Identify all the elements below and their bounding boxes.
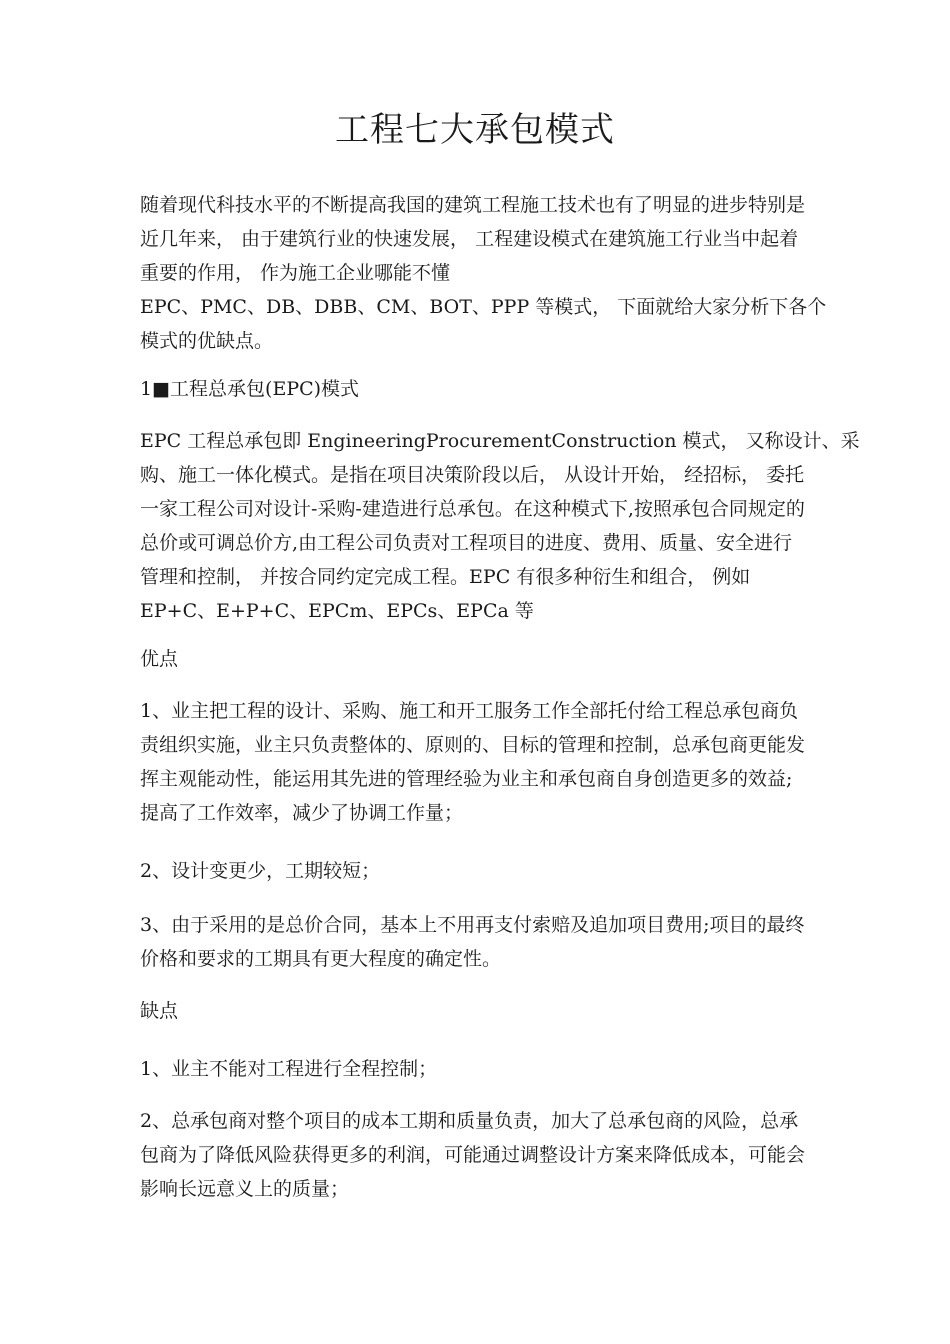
- pros-item-1-line: 挥主观能动性，能运用其先进的管理经验为业主和承包商自身创造更多的效益;: [140, 768, 793, 790]
- cons-item-1-line: 1、业主不能对工程进行全程控制；: [140, 1058, 438, 1080]
- pros-item-2: [140, 854, 816, 888]
- intro-line: 随着现代科技水平的不断提高我国的建筑工程施工技术也有了明显的进步特别是: [140, 194, 806, 216]
- cons-item-1: [140, 1052, 816, 1086]
- section-1-line: 购、施工一体化模式。是指在项目决策阶段以后， 从设计开始， 经招标， 委托: [140, 464, 805, 486]
- pros-item-1-line: 1、业主把工程的设计、采购、施工和开工服务工作全部托付给工程总承包商负: [140, 700, 799, 722]
- cons-item-2-line: 影响长远意义上的质量；: [140, 1178, 350, 1200]
- pros-item-2-line: 2、设计变更少，工期较短；: [140, 860, 381, 882]
- pros-item-1: [140, 694, 816, 830]
- page-title: 工程七大承包模式: [335, 110, 615, 150]
- intro-line: EPC、PMC、DB、DBB、CM、BOT、PPP 等模式， 下面就给大家分析下各个: [140, 296, 827, 318]
- section-1-line: 一家工程公司对设计-采购-建造进行总承包。在这种模式下,按照承包合同规定的: [140, 498, 805, 520]
- intro-line: 近几年来， 由于建筑行业的快速发展， 工程建设模式在建筑施工行业当中起着: [140, 228, 799, 250]
- cons-item-2: [140, 1104, 816, 1206]
- pros-heading: [140, 642, 816, 676]
- pros-item-1-line: 提高了工作效率，减少了协调工作量；: [140, 802, 464, 824]
- cons-heading-text: 缺点: [140, 1000, 179, 1022]
- section-1-paragraph: [140, 424, 860, 628]
- pros-item-3-line: 3、由于采用的是总价合同，基本上不用再支付索赔及追加项目费用;项目的最终: [140, 914, 805, 936]
- pros-item-1-line: 责组织实施，业主只负责整体的、原则的、目标的管理和控制，总承包商更能发: [140, 734, 806, 756]
- section-1-line: EPC 工程总承包即 EngineeringProcurementConstruction 模式， 又称设计、采: [140, 430, 860, 452]
- section-1-line: 总价或可调总价方,由工程公司负责对工程项目的进度、费用、质量、安全进行: [140, 532, 793, 554]
- section-1-heading-text: 1■工程总承包(EPC)模式: [140, 378, 360, 400]
- cons-item-2-line: 2、总承包商对整个项目的成本工期和质量负责，加大了总承包商的风险，总承: [140, 1110, 799, 1132]
- pros-item-3-line: 价格和要求的工期具有更大程度的确定性。: [140, 948, 502, 970]
- pros-heading-text: 优点: [140, 648, 179, 670]
- section-1-heading: [140, 372, 816, 406]
- section-1-line: 管理和控制， 并按合同约定完成工程。EPC 有很多种衍生和组合， 例如: [140, 566, 751, 588]
- section-1-line: EP+C、E+P+C、EPCm、EPCs、EPCa 等: [140, 600, 534, 622]
- cons-item-2-line: 包商为了降低风险获得更多的利润，可能通过调整设计方案来降低成本，可能会: [140, 1144, 806, 1166]
- intro-line: 模式的优缺点。: [140, 330, 274, 352]
- pros-item-3: [140, 908, 816, 976]
- intro-paragraph: [140, 188, 827, 358]
- intro-line: 重要的作用， 作为施工企业哪能不懂: [140, 262, 451, 284]
- cons-heading: [140, 994, 816, 1028]
